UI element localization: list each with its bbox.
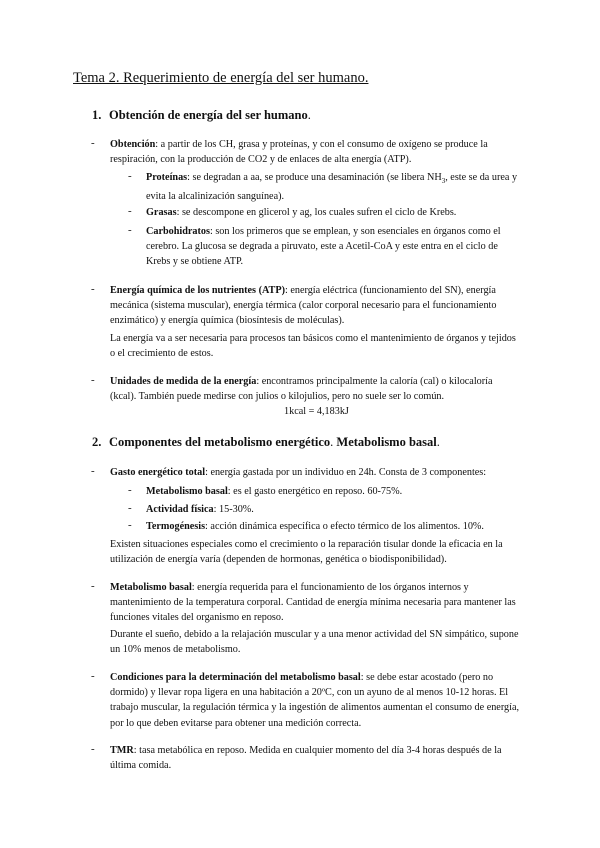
- termogenesis-item: Termogénesis: acción dinámica específica o efecto térmico de los alimentos. 10%.: [146, 521, 484, 532]
- grasas-item: Grasas: se descompone en glicerol y ag, los cuales sufren el ciclo de Krebs.: [146, 207, 457, 218]
- metabolismo-extra-paragraph: Durante el sueño, debido a la relajación muscular y a una menor actividad del SN simpático, supone un 10% menos de metabolismo.: [110, 629, 519, 656]
- section-1-heading: 1. Obtención de energía del ser humano.: [92, 108, 311, 122]
- proteinas-item: Proteínas: se degradan a aa, se produce una desaminación (se libera $NH_3$, este se da urea y evita la alcalinización sanguínea).: [146, 172, 518, 203]
- bullet-dash: -: [91, 580, 95, 592]
- unidades-paragraph: Unidades de medida de la energía: encontramos principalmente la caloría (cal) o kilocaloría (kcal). También puede medirse con julios o kilojulios, pero no suele ser lo común.: [110, 376, 493, 403]
- section-1-title: Obtención de energía del ser humano: [109, 108, 308, 122]
- section-2-heading: 2. Componentes del metabolismo energético. Metabolismo basal.: [92, 435, 440, 449]
- sub-bullet-dash: -: [128, 205, 132, 217]
- bullet-dash: -: [91, 137, 95, 149]
- atp-extra-paragraph: La energía va a ser necesaria para procesos tan básicos como el mantenimiento de órganos y tejidos o el crecimiento de estos.: [110, 333, 516, 360]
- kcal-formula: 1kcal = 4,183kJ: [284, 406, 349, 417]
- bullet-dash: -: [91, 743, 95, 755]
- gasto-paragraph: Gasto energético total: energía gastada por un individuo en 24h. Consta de 3 componentes:: [110, 467, 487, 478]
- actividad-fisica-item: Actividad física: 15-30%.: [146, 504, 254, 515]
- carbohidratos-item: Carbohidratos: son los primeros que se emplean, y son esenciales en órganos como el cerebro. La glucosa se degrada a piruvato, este a Acetil-CoA y este entra en el ciclo de Krebs y se obtiene ATP.: [146, 226, 501, 268]
- bullet-dash: -: [91, 670, 95, 682]
- section-2-number: 2.: [92, 435, 102, 449]
- document-title: Tema 2. Requerimiento de energía del ser humano.: [73, 70, 369, 86]
- obtencion-term: Obtención: [110, 139, 156, 150]
- gasto-extra-paragraph: Existen situaciones especiales como el crecimiento o la reparación tisular donde la eficacia en la utilización de energía varía (dependen de hormonas, genética o biodisponibilidad).: [110, 539, 503, 566]
- sub-bullet-dash: -: [128, 224, 132, 236]
- condiciones-paragraph: Condiciones para la determinación del metabolismo basal: se debe estar acostado (pero no dormido) y llevar ropa ligera en una habitación a 20ºC, con un ayuno de al menos 10-12 horas. El trabajo muscular, la regulación térmica y la ingestión de alimentos aumentan el consumo de energía, por lo que deben evitarse para obtener una medición correcta.: [110, 672, 520, 729]
- obtencion-paragraph: Obtención: a partir de los CH, grasa y proteínas, y con el consumo de oxígeno se produce la respiración, con la producción de CO2 y de enlaces de alta energía (ATP).: [110, 139, 488, 166]
- sub-bullet-dash: -: [128, 484, 132, 496]
- sub-bullet-dash: -: [128, 519, 132, 531]
- metabolismo-basal-item: Metabolismo basal: es el gasto energético en reposo. 60-75%.: [146, 486, 403, 497]
- sub-bullet-dash: -: [128, 502, 132, 514]
- sub-bullet-dash: -: [128, 170, 132, 182]
- section-1-number: 1.: [92, 108, 102, 122]
- metabolismo-basal-paragraph: Metabolismo basal: energía requerida para el funcionamiento de los órganos internos y mantenimiento de la temperatura corporal. Cantidad de energía mínima necesaria para mantener las funciones vitales del organismo en reposo.: [110, 582, 516, 624]
- bullet-dash: -: [91, 465, 95, 477]
- tmr-paragraph: TMR: tasa metabólica en reposo. Medida en cualquier momento del día 3-4 horas después de la última comida.: [110, 745, 502, 772]
- bullet-dash: -: [91, 374, 95, 386]
- bullet-dash: -: [91, 283, 95, 295]
- atp-paragraph: Energía química de los nutrientes (ATP): energía eléctrica (funcionamiento del SN), energía mecánica (sistema muscular), energía térmica (calor corporal necesario para el funcionamiento enzimático) y energía química (biosíntesis de moléculas).: [110, 285, 497, 327]
